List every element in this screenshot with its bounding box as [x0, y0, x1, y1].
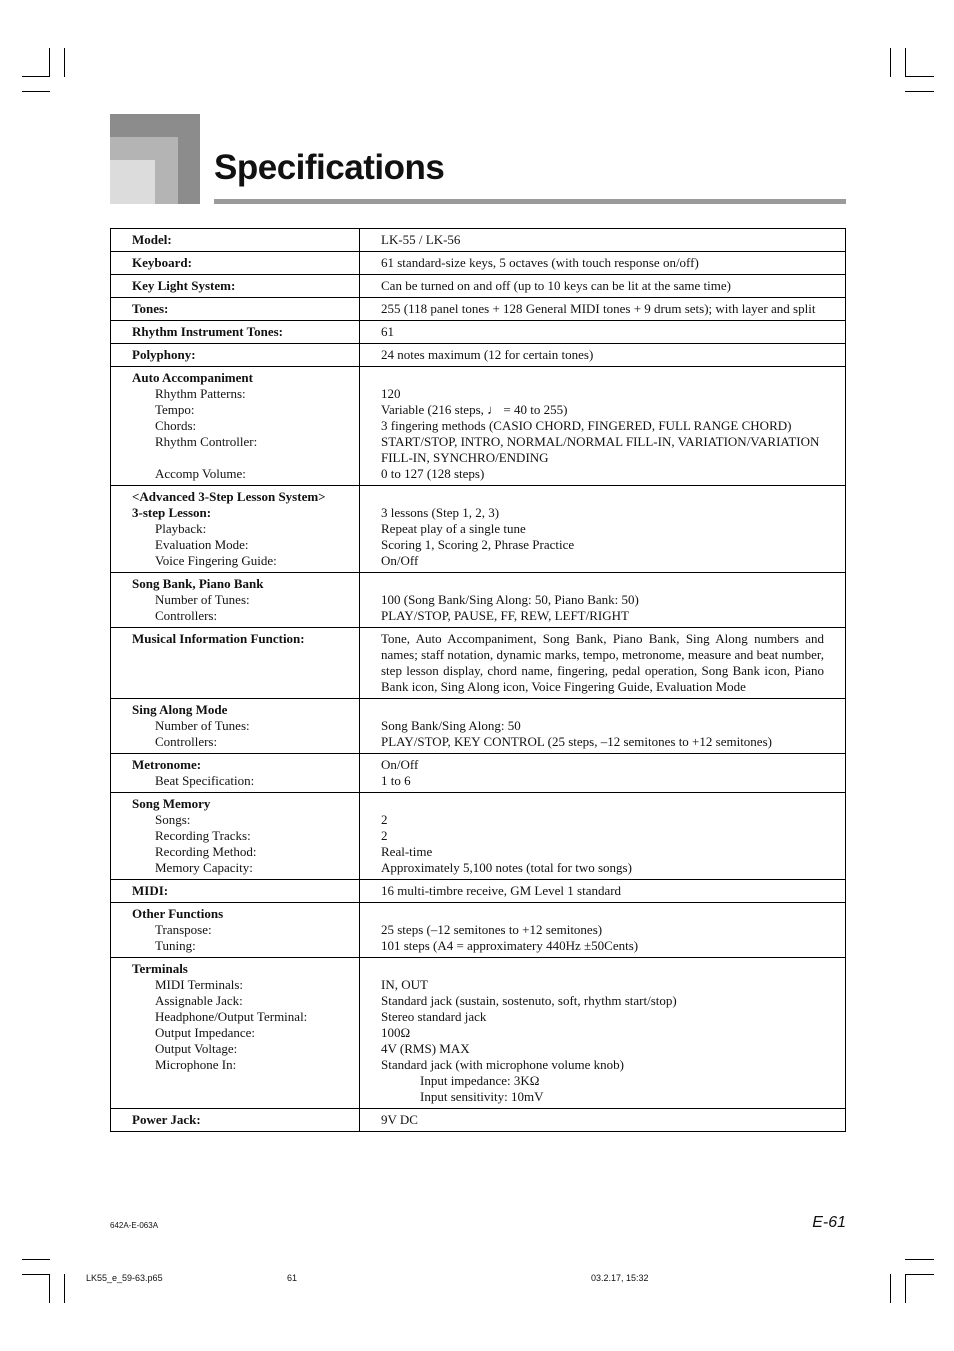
crop-mark: [905, 1274, 934, 1275]
crop-mark: [905, 48, 906, 77]
spec-sublabel: MIDI Terminals:: [155, 977, 244, 992]
spec-value-cell: [360, 903, 846, 958]
spec-row: [111, 367, 846, 486]
spec-sublabel: Number of Tunes:: [155, 592, 250, 607]
specifications-table: [110, 228, 846, 1132]
spec-sublabel: Songs:: [155, 812, 191, 827]
spec-value: [381, 370, 824, 386]
spec-value-cell: [360, 793, 846, 880]
spec-row: [111, 699, 846, 754]
spec-value: Real-time: [381, 844, 433, 859]
spec-value: Variable (216 steps, ♩ = 40 to 255): [381, 402, 568, 417]
spec-sublabel: Voice Fingering Guide:: [155, 553, 277, 568]
spec-subvalue: Input impedance: 3KΩ: [420, 1073, 540, 1088]
spec-sublabel: Controllers:: [155, 734, 218, 749]
spec-sublabel: Recording Tracks:: [155, 828, 251, 843]
spec-value-cell: [360, 275, 846, 298]
spec-sublabel: Recording Method:: [155, 844, 257, 859]
spec-value: Standard jack (with microphone volume knob): [381, 1057, 624, 1072]
spec-value-cell: [360, 229, 846, 252]
spec-sublabel: Controllers:: [155, 608, 218, 623]
print-date: 03.2.17, 15:32: [591, 1273, 649, 1283]
spec-sublabel: Output Voltage:: [155, 1041, 238, 1056]
spec-row: [111, 903, 846, 958]
spec-heading: Musical Information Function:: [132, 631, 305, 646]
spec-value-cell: [360, 252, 846, 275]
spec-label-cell: [111, 367, 360, 486]
spec-row: [111, 321, 846, 344]
spec-label-cell: [111, 628, 360, 699]
crop-mark: [905, 1259, 934, 1260]
spec-value: 255 (118 panel tones + 128 General MIDI tones + 9 drum sets); with layer and split: [381, 301, 816, 316]
spec-value: 101 steps (A4 = approximatery 440Hz ±50Cents): [381, 938, 639, 953]
spec-value: [381, 489, 824, 505]
crop-mark: [64, 48, 65, 77]
spec-label-cell: [111, 252, 360, 275]
spec-label-cell: [111, 321, 360, 344]
header-block-light: [110, 160, 155, 204]
spec-value: 2: [381, 828, 388, 843]
spec-sublabel: Memory Capacity:: [155, 860, 253, 875]
spec-value: 3 lessons (Step 1, 2, 3): [381, 505, 500, 520]
spec-heading: Tones:: [132, 301, 169, 316]
spec-row: [111, 880, 846, 903]
spec-sublabel: [132, 450, 359, 466]
crop-mark: [49, 48, 50, 77]
spec-sublabel: Number of Tunes:: [155, 718, 250, 733]
crop-mark: [890, 48, 891, 77]
spec-heading: Song Memory: [132, 796, 211, 811]
spec-value-cell: [360, 699, 846, 754]
spec-value-cell: [360, 367, 846, 486]
spec-heading: Keyboard:: [132, 255, 192, 270]
spec-label-cell: [111, 903, 360, 958]
spec-sublabel: Beat Specification:: [155, 773, 255, 788]
spec-subvalue: Input sensitivity: 10mV: [420, 1089, 544, 1104]
spec-value: Scoring 1, Scoring 2, Phrase Practice: [381, 537, 575, 552]
spec-value: 25 steps (–12 semitones to +12 semitones): [381, 922, 603, 937]
spec-sublabel: Transpose:: [155, 922, 212, 937]
spec-value: 100Ω: [381, 1025, 411, 1040]
spec-row: [111, 1109, 846, 1132]
file-page-number: 61: [287, 1273, 298, 1283]
spec-sublabel: Tempo:: [155, 402, 195, 417]
spec-sublabel: Microphone In:: [155, 1057, 237, 1072]
spec-sublabel: Tuning:: [155, 938, 196, 953]
spec-value-cell: [360, 486, 846, 573]
spec-label-cell: [111, 573, 360, 628]
spec-label-cell: [111, 344, 360, 367]
spec-heading: Power Jack:: [132, 1112, 201, 1127]
spec-sublabel: Output Impedance:: [155, 1025, 255, 1040]
spec-value: [381, 796, 824, 812]
spec-row: [111, 275, 846, 298]
spec-value-cell: [360, 754, 846, 793]
spec-value: 16 multi-timbre receive, GM Level 1 standard: [381, 883, 622, 898]
spec-heading: Sing Along Mode: [132, 702, 228, 717]
spec-sublabel: Rhythm Patterns:: [155, 386, 246, 401]
spec-value-cell: [360, 344, 846, 367]
spec-row: [111, 628, 846, 699]
crop-mark: [890, 1274, 891, 1303]
spec-value-cell: [360, 573, 846, 628]
spec-value: IN, OUT: [381, 977, 428, 992]
spec-value: Repeat play of a single tune: [381, 521, 526, 536]
spec-label-cell: [111, 1109, 360, 1132]
spec-label-cell: [111, 275, 360, 298]
spec-value: 4V (RMS) MAX: [381, 1041, 470, 1056]
spec-row: [111, 486, 846, 573]
crop-mark: [22, 1259, 50, 1260]
spec-value: 3 fingering methods (CASIO CHORD, FINGERED, FULL RANGE CHORD): [381, 418, 792, 433]
spec-heading: Rhythm Instrument Tones:: [132, 324, 283, 339]
spec-value-cell: [360, 1109, 846, 1132]
spec-row: [111, 229, 846, 252]
spec-heading: Song Bank, Piano Bank: [132, 576, 264, 591]
spec-sublabel: Playback:: [155, 521, 207, 536]
specifications-table-body: [111, 229, 846, 1132]
spec-value: 0 to 127 (128 steps): [381, 466, 485, 481]
spec-value: [381, 961, 824, 977]
spec-value-cell: [360, 628, 846, 699]
spec-value: On/Off: [381, 757, 419, 772]
spec-value: [381, 702, 824, 718]
spec-value: 61 standard-size keys, 5 octaves (with touch response on/off): [381, 255, 699, 270]
spec-heading: Metronome:: [132, 757, 202, 772]
spec-heading: MIDI:: [132, 883, 169, 898]
spec-row: [111, 958, 846, 1109]
spec-row: [111, 754, 846, 793]
spec-value: [381, 576, 824, 592]
spec-value: 100 (Song Bank/Sing Along: 50, Piano Bank: 50): [381, 592, 639, 607]
spec-label-cell: [111, 754, 360, 793]
page-number: E-61: [812, 1214, 846, 1231]
spec-value: 9V DC: [381, 1112, 418, 1127]
spec-heading: Polyphony:: [132, 347, 196, 362]
spec-sublabel: Rhythm Controller:: [155, 434, 258, 449]
crop-mark: [905, 76, 934, 77]
spec-heading: Auto Accompaniment: [132, 370, 253, 385]
spec-sublabel: Chords:: [155, 418, 197, 433]
spec-heading: Model:: [132, 232, 172, 247]
crop-mark: [22, 76, 50, 77]
crop-mark: [22, 1274, 50, 1275]
spec-value: 61: [381, 324, 394, 339]
document-code: 642A-E-063A: [110, 1221, 159, 1230]
spec-value: Can be turned on and off (up to 10 keys can be lit at the same time): [381, 278, 731, 293]
crop-mark: [905, 91, 934, 92]
spec-heading: Key Light System:: [132, 278, 236, 293]
spec-value: 2: [381, 812, 388, 827]
spec-sublabel: Accomp Volume:: [155, 466, 246, 481]
spec-sublabel: Evaluation Mode:: [155, 537, 249, 552]
crop-mark: [49, 1274, 50, 1303]
spec-value: FILL-IN, SYNCHRO/ENDING: [381, 450, 549, 465]
spec-value: Approximately 5,100 notes (total for two songs): [381, 860, 632, 875]
spec-label-cell: [111, 699, 360, 754]
spec-value: PLAY/STOP, PAUSE, FF, REW, LEFT/RIGHT: [381, 608, 629, 623]
spec-row: [111, 298, 846, 321]
spec-row: [111, 793, 846, 880]
spec-heading: Terminals: [132, 961, 188, 976]
spec-label-cell: [111, 229, 360, 252]
crop-mark: [64, 1274, 65, 1303]
spec-label-cell: [111, 958, 360, 1109]
file-name: LK55_e_59-63.p65: [86, 1273, 163, 1283]
spec-value: LK-55 / LK-56: [381, 232, 461, 247]
spec-value-cell: [360, 958, 846, 1109]
spec-row: [111, 344, 846, 367]
title-rule: [214, 199, 846, 204]
spec-value-cell: [360, 321, 846, 344]
spec-row: [111, 252, 846, 275]
spec-value-cell: [360, 880, 846, 903]
spec-value: Song Bank/Sing Along: 50: [381, 718, 521, 733]
spec-value: Tone, Auto Accompaniment, Song Bank, Piano Bank, Sing Along numbers and names; staff notation, dynamic marks, tempo, metronome, measure and beat number, step lesson display, chord name, fingering, pedal operation, Song Bank icon, Piano Bank icon, Sing Along icon, Voice Fingering Guide, Evaluation Mode: [381, 631, 824, 694]
spec-value: Stereo standard jack: [381, 1009, 487, 1024]
spec-value: On/Off: [381, 553, 419, 568]
spec-label-cell: [111, 880, 360, 903]
spec-sublabel: Assignable Jack:: [155, 993, 243, 1008]
spec-label-cell: [111, 486, 360, 573]
spec-value: START/STOP, INTRO, NORMAL/NORMAL FILL-IN, VARIATION/VARIATION: [381, 434, 820, 449]
spec-value-cell: [360, 298, 846, 321]
spec-row: [111, 573, 846, 628]
spec-heading: <Advanced 3-Step Lesson System>: [132, 489, 326, 504]
spec-heading: 3-step Lesson:: [132, 505, 212, 520]
crop-mark: [905, 1274, 906, 1303]
spec-value: PLAY/STOP, KEY CONTROL (25 steps, –12 semitones to +12 semitones): [381, 734, 772, 749]
spec-sublabel: Headphone/Output Terminal:: [155, 1009, 308, 1024]
spec-label-cell: [111, 298, 360, 321]
spec-value: Standard jack (sustain, sostenuto, soft, rhythm start/stop): [381, 993, 677, 1008]
spec-value: 120: [381, 386, 401, 401]
spec-value: 24 notes maximum (12 for certain tones): [381, 347, 594, 362]
crop-mark: [22, 91, 50, 92]
spec-heading: Other Functions: [132, 906, 224, 921]
spec-value: [381, 906, 824, 922]
spec-label-cell: [111, 793, 360, 880]
page-title: Specifications: [214, 148, 445, 187]
spec-value: 1 to 6: [381, 773, 411, 788]
